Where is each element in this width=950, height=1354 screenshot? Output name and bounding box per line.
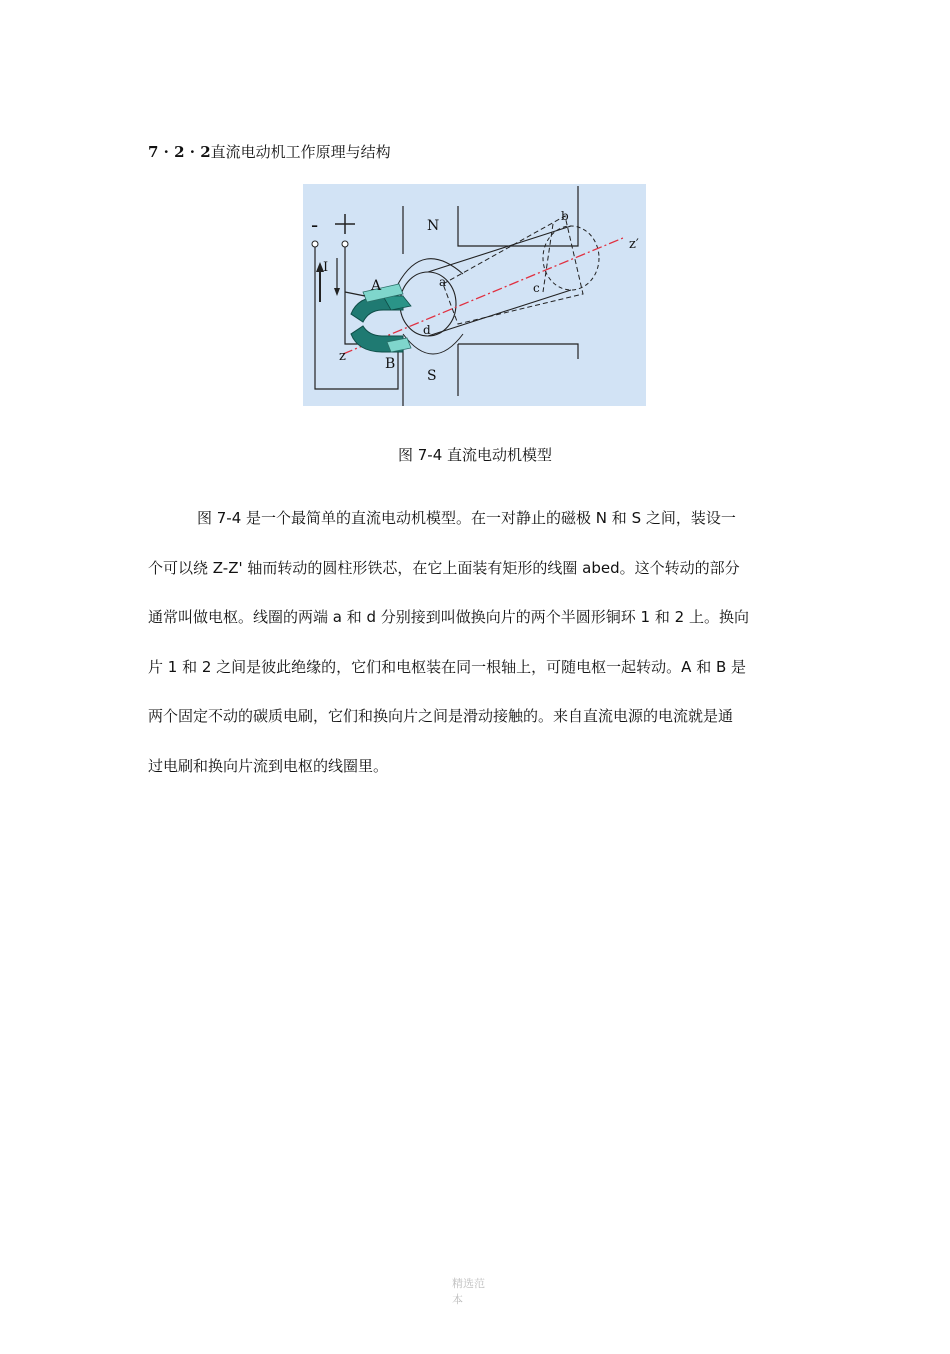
label-coil-b: b [561,209,569,223]
label-coil-a: a [439,275,447,289]
label-brush-a: A [371,278,382,294]
armature-edges [428,226,571,336]
terminal-negative [312,241,318,247]
paragraph-line: 个可以绕 Z-Z' 轴而转动的圆柱形铁芯，在它上面装有矩形的线圈 abed。这个转动的部分 [148,558,740,577]
label-north: N [427,218,440,234]
paragraph-line: 过电刷和换向片流到电枢的线圈里。 [148,756,389,775]
dc-motor-figure [303,184,646,406]
paragraph-line: 片 1 和 2 之间是彼此绝缘的，它们和电枢装在同一根轴上，可随电枢一起转动。A 和 B 是 [148,657,747,676]
paragraph-line: 通常叫做电枢。线圈的两端 a 和 d 分别接到叫做换向片的两个半圆形铜环 1 和 2 上。换向 [148,608,749,626]
label-axis-z-prime: z′ [629,237,639,252]
footer-line-1: 精选范 [452,1277,485,1290]
pole-arc-bottom [403,334,463,354]
label-axis-z: z [339,349,346,364]
label-coil-d: d [423,323,431,337]
paragraph-line: 两个固定不动的碳质电刷，它们和换向片之间是滑动接触的。来自直流电源的电流就是通 [148,707,734,725]
terminal-positive [342,241,348,247]
dc-motor-diagram [303,184,646,406]
coil-outline [443,216,583,324]
figure-caption: 图 7-4 直流电动机模型 [397,446,553,464]
section-title: 直流电动机工作原理与结构 [210,143,391,161]
label-coil-c: c [533,281,540,295]
label-minus: - [311,213,319,237]
label-current: I [323,260,329,275]
label-south: S [427,368,437,384]
body-paragraph [148,494,804,791]
section-heading [148,142,391,162]
page-footer [452,1276,498,1308]
footer-line-2: 本 [452,1293,463,1306]
paragraph-line: 图 7-4 是一个最简单的直流电动机模型。在一对静止的磁极 N 和 S 之间，装设一 [197,509,736,527]
section-number: 7 · 2 · 2 [148,143,211,161]
label-brush-b: B [385,356,396,372]
